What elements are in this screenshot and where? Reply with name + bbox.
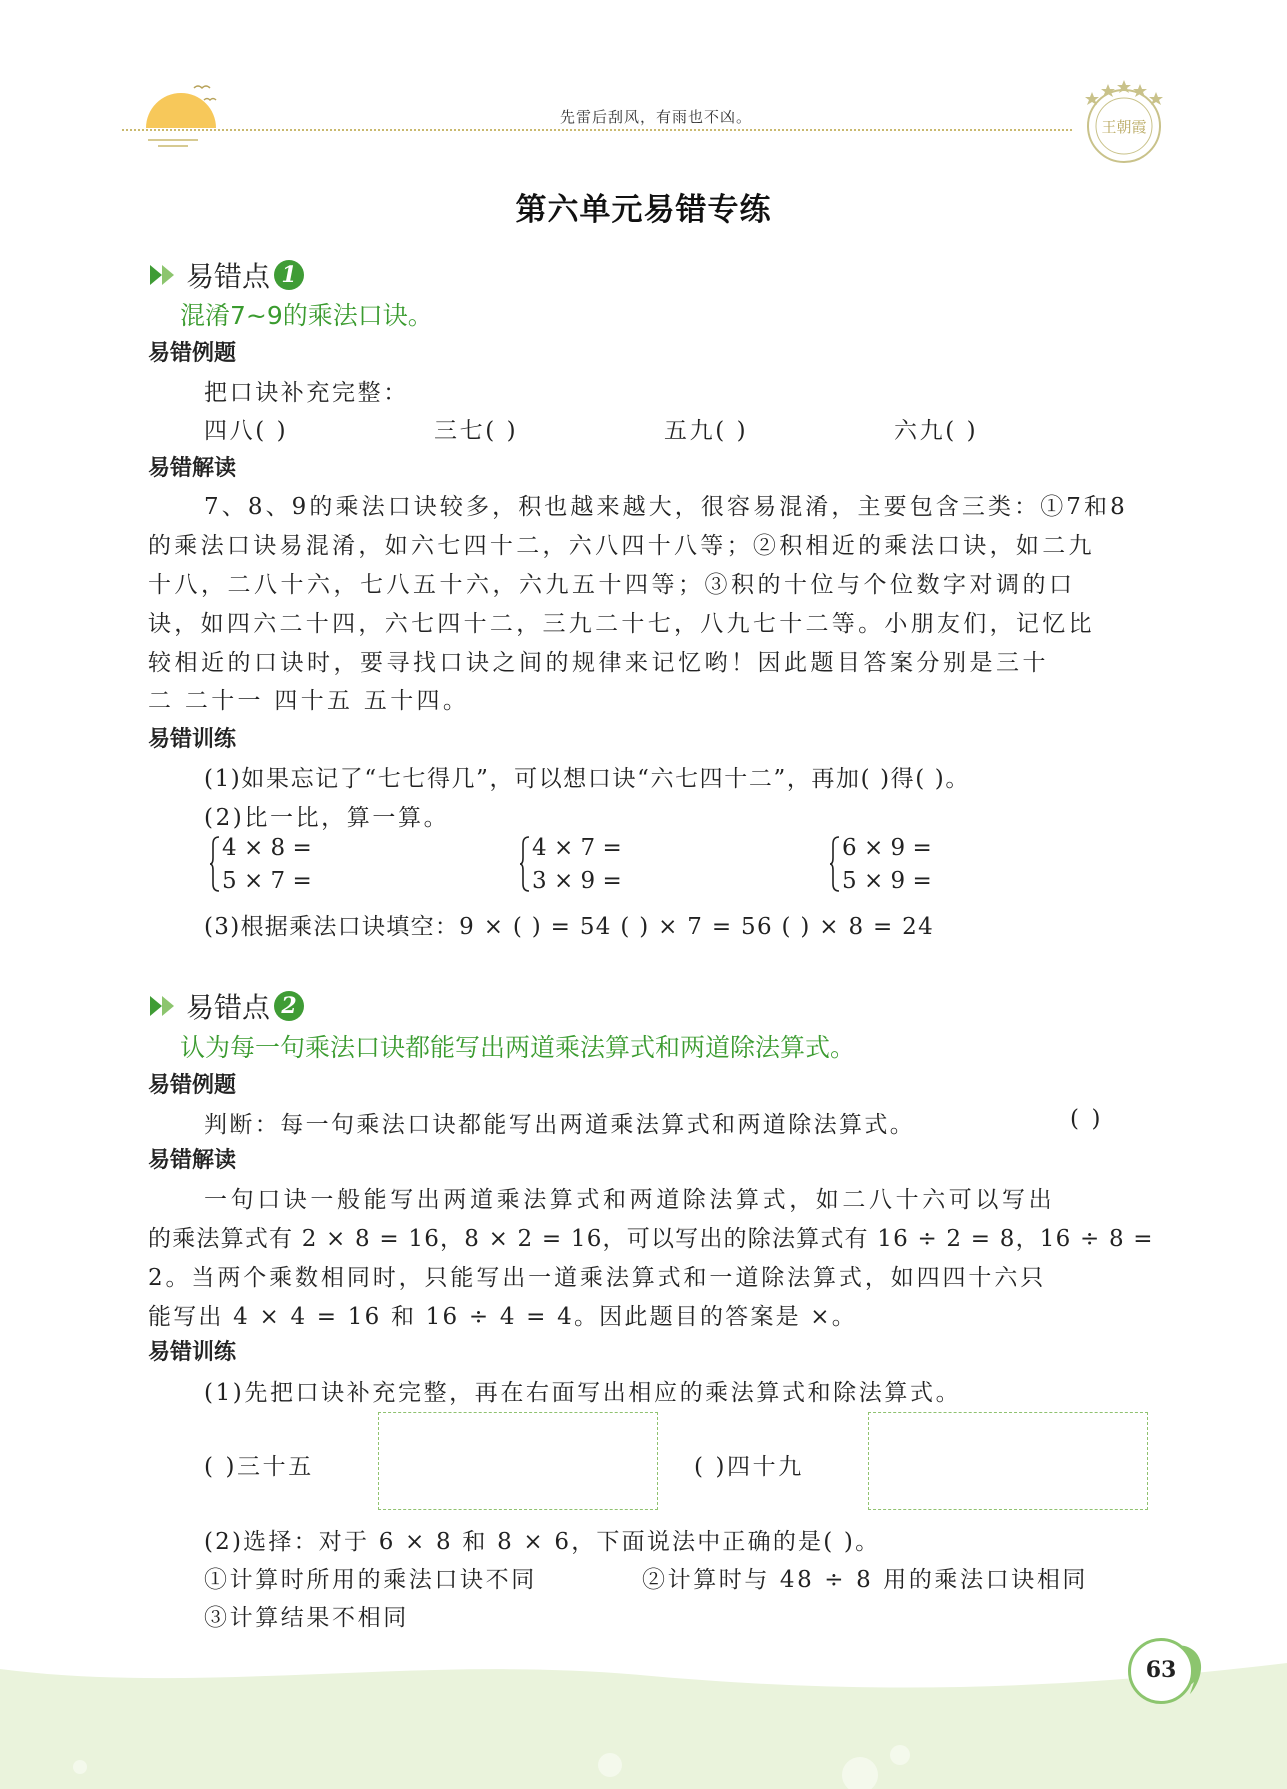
double-arrow-icon [148,261,178,289]
training-label-2: 易错训练 [148,1340,237,1365]
analysis-2-line: 的乘法算式有 2 × 8 = 16，8 × 2 = 16，可以写出的除法算式有 16 ÷ 2 = 8，16 ÷ 8 = [148,1226,1154,1252]
example-1-item: 五九( ) [664,418,749,444]
seal-text: 王朝霞 [1101,118,1147,136]
compare-expression: 3 × 9 = [532,868,622,894]
error-point-2-number: 2 [274,991,304,1021]
option-3: ③计算结果不相同 [204,1605,409,1631]
compare-group-2 [532,832,622,898]
analysis-1-line: 诀，如四六二十四，六七四十二，三九二十七，八九七十二等。小朋友们，记忆比 [148,611,1095,637]
compare-group-3 [842,832,932,898]
brace-icon [210,836,220,892]
example-label-2: 易错例题 [148,1073,237,1098]
example-1-intro: 把口诀补充完整： [204,380,409,406]
analysis-1-line: 的乘法口诀易混淆，如六七四十二，六八四十八等；②积相近的乘法口诀，如二九 [148,533,1095,559]
compare-expression: 6 × 9 = [842,835,932,861]
compare-expression: 5 × 7 = [222,868,312,894]
brace-icon [520,836,530,892]
example-1-item: 六九( ) [894,418,979,444]
error-point-1-label: 易错点 [186,260,271,293]
analysis-1-line: 较相近的口诀时，要寻找口诀之间的规律来记忆哟！因此题目答案分别是三十 [148,650,1049,676]
training-label-1: 易错训练 [148,727,237,752]
error-point-1-subtitle: 混淆7~9的乘法口诀。 [180,301,433,330]
brand-seal-icon [1080,76,1168,166]
option-1: ①计算时所用的乘法口诀不同 [204,1567,537,1593]
training-1-q1: (1)如果忘记了“七七得几”，可以想口诀“六七四十二”，再加( )得( )。 [204,766,970,792]
example-2-paren: ( ) [1070,1106,1104,1132]
fill-blank-a: ( )三十五 [204,1454,314,1480]
training-1-q2: (2)比一比，算一算。 [204,805,450,831]
answer-box-a[interactable] [378,1412,658,1510]
compare-expression: 4 × 8 = [222,835,312,861]
example-label-1: 易错例题 [148,341,237,366]
error-point-2-subtitle: 认为每一句乘法口诀都能写出两道乘法算式和两道除法算式。 [180,1033,856,1062]
example-1-item: 三七( ) [434,418,519,444]
training-1-q3: (3)根据乘法口诀填空：9 × ( ) = 54 ( ) × 7 = 56 ( ) × 8 = 24 [204,914,935,940]
compare-expression: 4 × 7 = [532,835,622,861]
analysis-2-line: 2。当两个乘数相同时，只能写出一道乘法算式和一道除法算式，如四四十六只 [148,1265,1047,1291]
example-1-item: 四八( ) [204,418,289,444]
training-2-q1: (1)先把口诀补充完整，再在右面写出相应的乘法算式和除法算式。 [204,1380,962,1406]
analysis-2-line: 能写出 4 × 4 = 16 和 16 ÷ 4 = 4。因此题目的答案是 ×。 [148,1304,857,1330]
page-number: 63 [1128,1638,1194,1704]
brace-icon [830,836,840,892]
header-motto: 先雷后刮风，有雨也不凶。 [560,108,753,126]
header-rule [122,129,1072,131]
error-point-1-heading [148,255,304,295]
error-point-2-label: 易错点 [186,991,271,1024]
double-arrow-icon [148,992,178,1020]
error-point-1-number: 1 [274,260,304,290]
training-2-q2: (2)选择：对于 6 × 8 和 8 × 6，下面说法中正确的是( )。 [204,1529,881,1555]
analysis-1-line: 7、8、9的乘法口诀较多，积也越来越大，很容易混淆，主要包含三类：①7和8 [204,494,1128,520]
answer-box-b[interactable] [868,1412,1148,1510]
analysis-2-line: 一句口诀一般能写出两道乘法算式和两道除法算式，如二八十六可以写出 [204,1187,1056,1213]
compare-group-1 [222,832,312,898]
option-2: ②计算时与 48 ÷ 8 用的乘法口诀相同 [642,1567,1089,1593]
analysis-label-2: 易错解读 [148,1148,237,1173]
compare-expression: 5 × 9 = [842,868,932,894]
fill-blank-b: ( )四十九 [694,1454,804,1480]
analysis-1-line: 二 二十一 四十五 五十四。 [148,688,470,714]
analysis-label-1: 易错解读 [148,456,237,481]
horizon-lines-icon [138,138,198,148]
footer-wave-decoration [0,1655,1287,1789]
error-point-2-heading [148,986,304,1026]
page-title: 第六单元易错专练 [515,192,772,228]
analysis-1-line: 十八，二八十六，七八五十六，六九五十四等；③积的十位与个位数字对调的口 [148,572,1076,598]
example-2-text: 判断：每一句乘法口诀都能写出两道乘法算式和两道除法算式。 [204,1112,916,1138]
